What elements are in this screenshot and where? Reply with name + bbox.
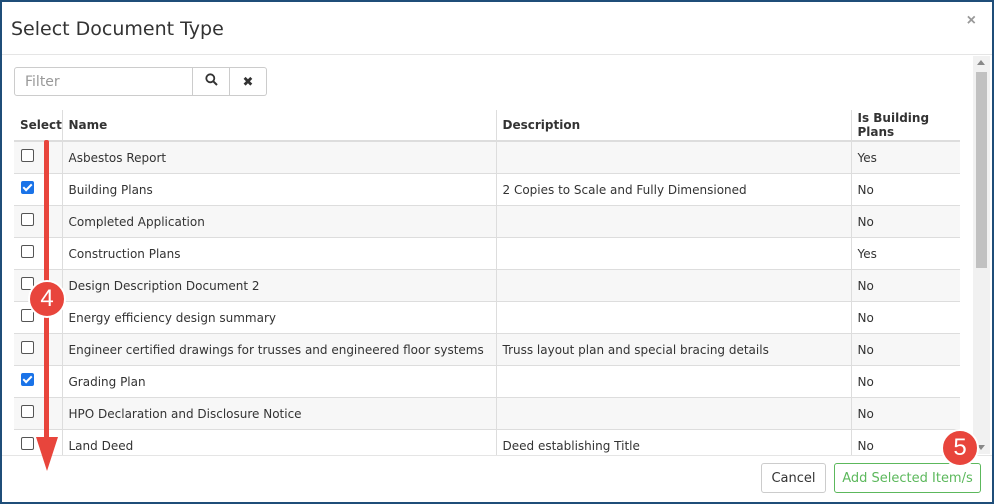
description-cell [496, 366, 851, 398]
name-cell: Engineer certified drawings for trusses and engineered floor systems [62, 334, 496, 366]
table-row[interactable] [14, 430, 960, 456]
is-building-plans-cell: No [851, 334, 960, 366]
is-building-plans-cell: No [851, 206, 960, 238]
step-badge-4: 4 [28, 280, 66, 318]
is-building-plans-cell: No [851, 366, 960, 398]
is-building-plans-cell: No [851, 174, 960, 206]
clear-filter-button[interactable] [230, 67, 267, 96]
row-checkbox[interactable] [21, 213, 34, 226]
description-cell [496, 398, 851, 430]
cancel-button[interactable]: Cancel [761, 463, 826, 493]
search-button[interactable] [193, 67, 230, 96]
description-cell: Deed establishing Title [496, 430, 851, 456]
description-cell [496, 270, 851, 302]
step-badge-5: 5 [941, 429, 979, 467]
column-header-select[interactable]: Select [14, 110, 62, 141]
select-cell [14, 206, 62, 238]
row-checkbox[interactable] [21, 149, 34, 162]
name-cell: Construction Plans [62, 238, 496, 270]
is-building-plans-cell: Yes [851, 141, 960, 174]
column-header-is-building-plans[interactable]: Is Building Plans [851, 110, 960, 141]
row-checkbox[interactable] [21, 341, 34, 354]
name-cell: Design Description Document 2 [62, 270, 496, 302]
table-row[interactable] [14, 206, 960, 238]
table-row[interactable] [14, 302, 960, 334]
table-row[interactable] [14, 270, 960, 302]
filter-input[interactable] [14, 67, 193, 96]
select-cell [14, 366, 62, 398]
close-icon[interactable]: × [966, 12, 976, 29]
is-building-plans-cell: No [851, 270, 960, 302]
footer-divider [2, 455, 992, 456]
name-cell: Land Deed [62, 430, 496, 456]
annotation-arrow-head-icon [36, 437, 58, 471]
filter-bar [14, 67, 267, 96]
name-cell: Building Plans [62, 174, 496, 206]
select-cell [14, 334, 62, 366]
search-icon [205, 73, 218, 91]
table-row[interactable] [14, 174, 960, 206]
modal-title: Select Document Type [11, 18, 224, 40]
table-row[interactable] [14, 238, 960, 270]
description-cell: 2 Copies to Scale and Fully Dimensioned [496, 174, 851, 206]
name-cell: HPO Declaration and Disclosure Notice [62, 398, 496, 430]
is-building-plans-cell: Yes [851, 238, 960, 270]
scroll-up-arrow-icon[interactable] [977, 60, 985, 65]
header-divider [2, 54, 992, 55]
name-cell: Completed Application [62, 206, 496, 238]
table-row[interactable] [14, 141, 960, 174]
clear-icon: ✖ [242, 73, 254, 89]
row-checkbox[interactable] [21, 373, 34, 386]
is-building-plans-cell: No [851, 430, 960, 456]
document-type-table [14, 110, 960, 455]
description-cell [496, 302, 851, 334]
table-row[interactable] [14, 366, 960, 398]
is-building-plans-cell: No [851, 398, 960, 430]
name-cell: Asbestos Report [62, 141, 496, 174]
select-cell [14, 174, 62, 206]
description-cell: Truss layout plan and special bracing details [496, 334, 851, 366]
description-cell [496, 238, 851, 270]
name-cell: Energy efficiency design summary [62, 302, 496, 334]
row-checkbox[interactable] [21, 181, 34, 194]
is-building-plans-cell: No [851, 302, 960, 334]
select-cell [14, 141, 62, 174]
row-checkbox[interactable] [21, 245, 34, 258]
column-header-name[interactable]: Name [62, 110, 496, 141]
select-cell [14, 238, 62, 270]
column-header-description[interactable]: Description [496, 110, 851, 141]
select-cell [14, 398, 62, 430]
description-cell [496, 206, 851, 238]
table-row[interactable] [14, 334, 960, 366]
add-selected-items-button[interactable]: Add Selected Item/s [834, 463, 981, 493]
table-row[interactable] [14, 398, 960, 430]
name-cell: Grading Plan [62, 366, 496, 398]
scroll-thumb[interactable] [976, 72, 987, 268]
vertical-scrollbar[interactable] [973, 56, 990, 454]
table-header-row [14, 110, 960, 141]
row-checkbox[interactable] [21, 405, 34, 418]
description-cell [496, 141, 851, 174]
row-checkbox[interactable] [21, 437, 34, 450]
